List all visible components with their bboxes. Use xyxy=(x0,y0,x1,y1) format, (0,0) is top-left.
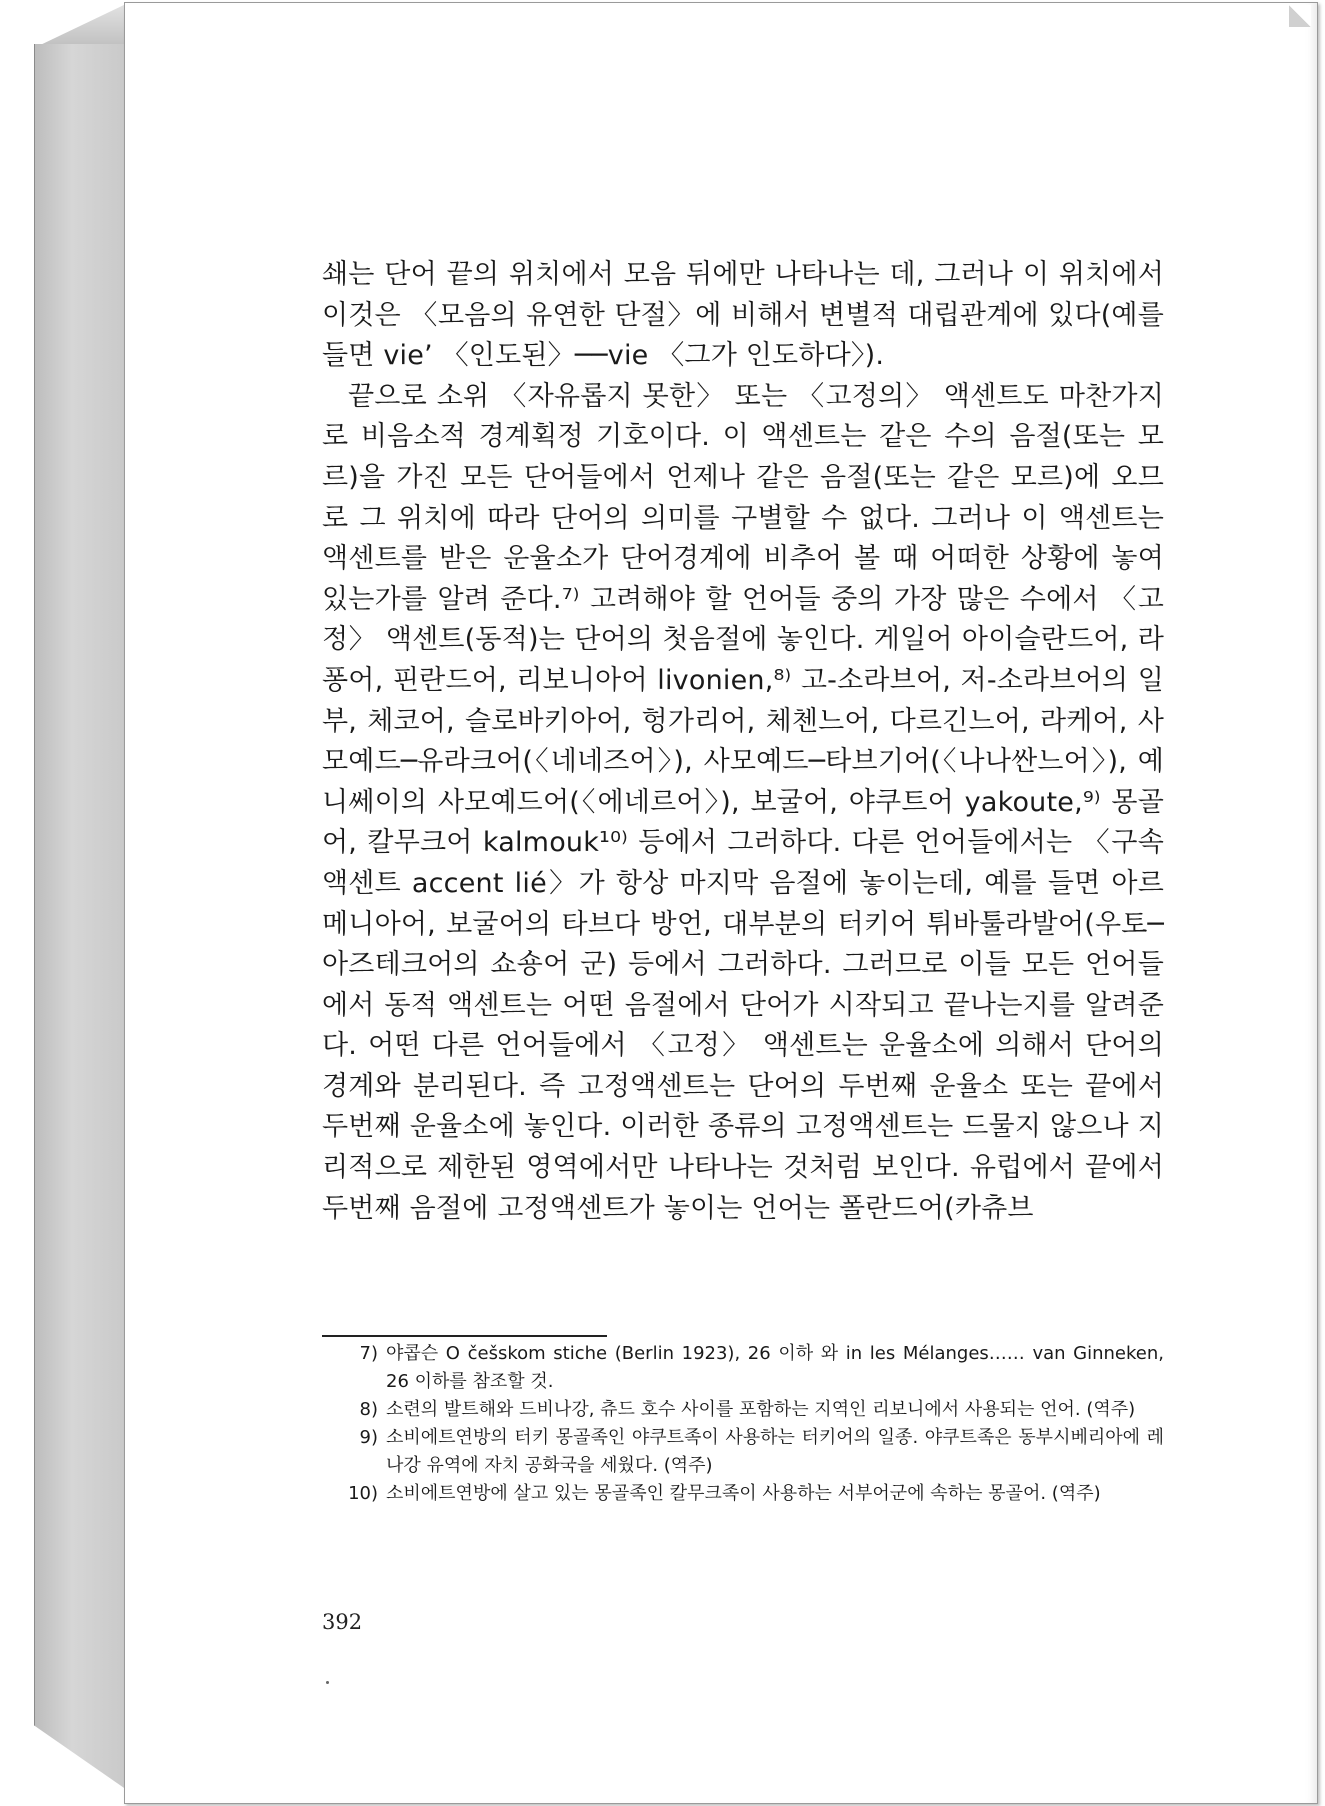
footnote-number: 8) xyxy=(359,1399,378,1420)
footnote-10 xyxy=(338,1480,1164,1508)
footnote-number: 7) xyxy=(359,1343,378,1364)
footnote-text: 소련의 발트해와 드비나강, 츄드 호수 사이를 포함하는 지역인 리보니에서 사용되는 언어. (역주) xyxy=(386,1399,1136,1420)
paragraph-2: 끝으로 소위 〈자유롭지 못한〉 또는 〈고정의〉 액센트도 마찬가지로 비음소적 경계획정 기호이다. 이 액센트는 같은 수의 음절(또는 모르)을 가진 모든 단어들에서 언제나 같은 음절(또는 같은 모르)에 오므로 그 위치에 따라 단어의 의미를 구별할 수 없다. 그러나 이 액센트는 액센트를 받은 운율소가 단어경계에 비추어 볼 때 어떠한 상황에 놓여 있는가를 알려 준다.⁷⁾ 고려해야 할 언어들 중의 가장 많은 수에서 〈고정〉 액센트(동적)는 단어의 첫음절에 놓인다. 게일어 아이슬란드어, 라퐁어, 핀란드어, 리보니아어 livonien,⁸⁾ 고-소라브어, 저-소라브어의 일부, 체코어, 슬로바키아어, 헝가리어, 체첸느어, 다르긴느어, 라케어, 사모예드─유라크어(〈네네즈어〉), 사모예드─타브기어(〈나나싼느어〉), 예니쎄이의 사모예드어(〈에네르어〉), 보굴어, 야쿠트어 yakoute,⁹⁾ 몽골어, 칼무크어 kalmouk¹⁰⁾ 등에서 그러하다. 다른 언어들에서는 〈구속 액센트 accent lié〉가 항상 마지막 음절에 놓이는데, 예를 들면 아르메니아어, 보굴어의 타브다 방언, 대부분의 터키어 튀바툴라발어(우토─아즈테크어의 쇼숑어 군) 등에서 그러하다. 그러므로 이들 모든 언어들에서 동적 액센트는 어떤 음절에서 단어가 시작되고 끝나는지를 알려준다. 어떤 다른 언어들에서 〈고정〉 액센트는 운율소에 의해서 단어의 경계와 분리된다. 즉 고정액센트는 단어의 두번째 운율소 또는 끝에서 두번째 운율소에 놓인다. 이러한 종류의 고정액센트는 드물지 않으나 지리적으로 제한된 영역에서만 나타나는 것처럼 보인다. 유럽에서 끝에서 두번째 음절에 고정액센트가 놓이는 언어는 폴란드어(카츄브 xyxy=(322,380,1164,1224)
paragraph-1: 쇄는 단어 끝의 위치에서 모음 뒤에만 나타나는 데, 그러나 이 위치에서 이것은 〈모음의 유연한 단절〉에 비해서 변별적 대립관계에 있다(예를 들면 vie’ 〈인도된〉──vie 〈그가 인도하다〉). xyxy=(322,259,1164,372)
footnote-8 xyxy=(338,1396,1164,1424)
print-mark xyxy=(326,1681,329,1684)
footnote-number: 9) xyxy=(359,1427,378,1448)
footnote-divider xyxy=(322,1335,607,1337)
footnote-text: 야콥슨 O češskom stiche (Berlin 1923), 26 이하 와 in les Mélanges…… van Ginneken, 26 이하를 참조할 것. xyxy=(386,1343,1164,1392)
footnote-text: 소비에트연방의 터키 몽골족인 야쿠트족이 사용하는 터키어의 일종. 야쿠트족은 동부시베리아에 레나강 유역에 자치 공화국을 세웠다. (역주) xyxy=(386,1427,1164,1476)
footnote-7 xyxy=(338,1340,1164,1396)
footnote-number: 10) xyxy=(348,1483,378,1504)
footnote-text: 소비에트연방에 살고 있는 몽골족인 칼무크족이 사용하는 서부어군에 속하는 몽골어. (역주) xyxy=(386,1483,1101,1504)
page-number: 392 xyxy=(322,1610,363,1634)
book-spine xyxy=(34,44,127,1790)
body-text xyxy=(322,255,1164,1229)
page-corner-fold xyxy=(1289,5,1311,27)
footnote-9 xyxy=(338,1424,1164,1480)
book-top-edge xyxy=(34,4,126,48)
footnotes xyxy=(338,1340,1164,1508)
